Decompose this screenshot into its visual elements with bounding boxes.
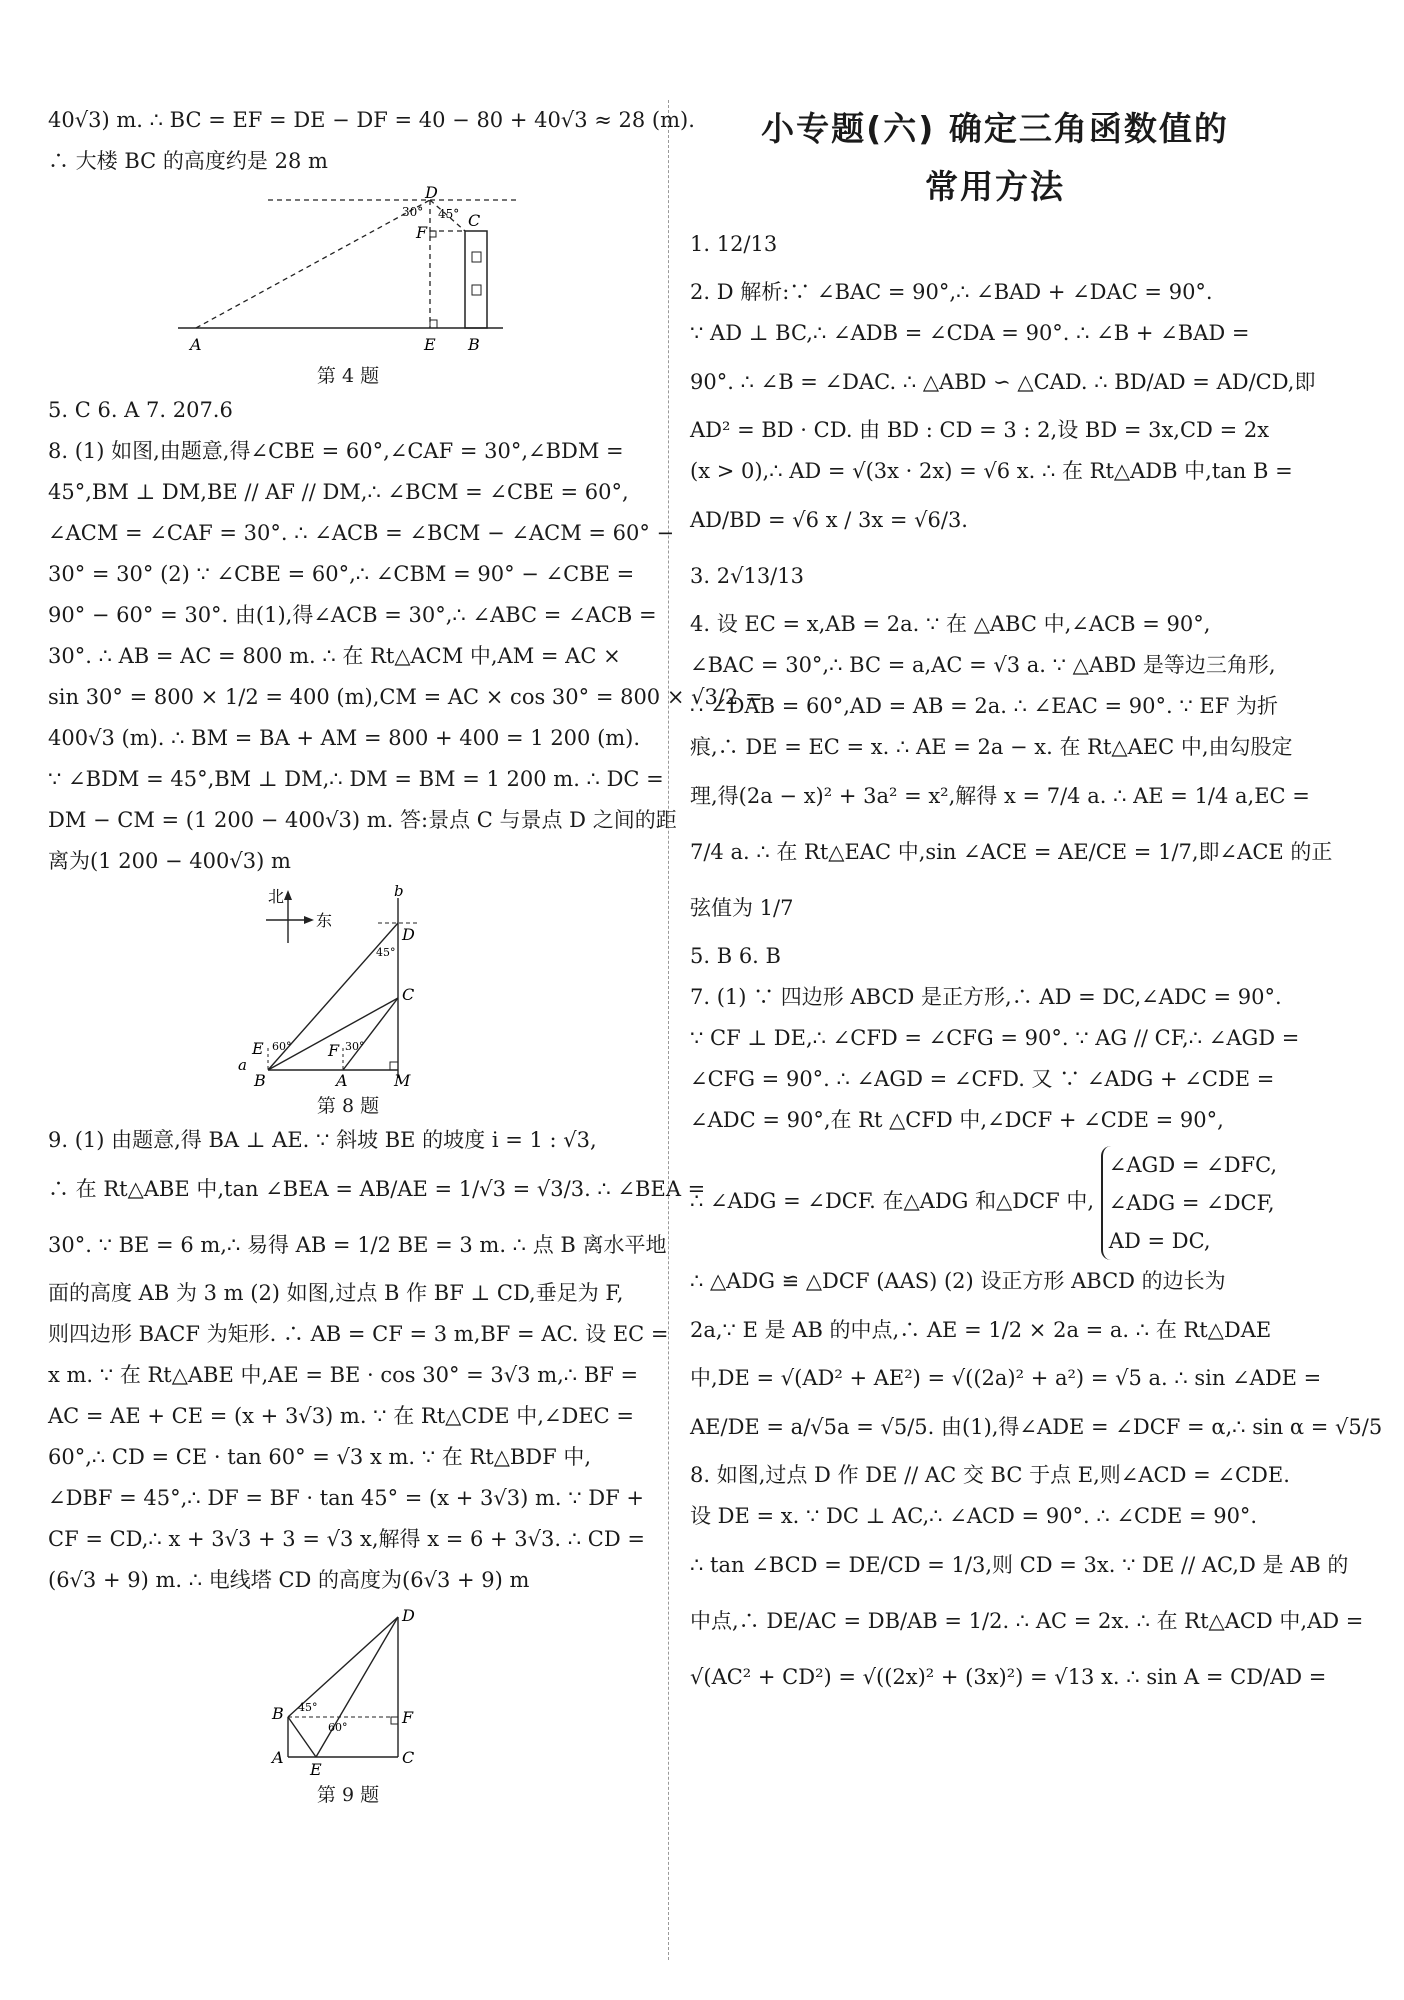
q9-line-4: 面的高度 AB 为 3 m (2) 如图,过点 B 作 BF ⊥ CD,垂足为 F, — [48, 1281, 624, 1305]
r-q7-line-2: ∵ CF ⊥ DE,∴ ∠CFD = ∠CFG = 90°. ∵ AG // CF,∴ ∠AGD = — [690, 1026, 1300, 1050]
section-title-line-2: 常用方法 — [925, 167, 1065, 206]
q9-line-9: ∠DBF = 45°,∴ DF = BF · tan 45° = (x + 3√3) m. ∵ DF + — [48, 1486, 644, 1510]
q8-line-7: sin 30° = 800 × 1/2 = 400 (m),CM = AC × cos 30° = 800 × √3/2 = — [48, 685, 763, 709]
fig9-label-C: C — [402, 1748, 415, 1767]
r-q7-brace-3: AD = DC, — [1108, 1228, 1211, 1253]
r-q2-line-4: AD² = BD · CD. 由 BD : CD = 3 : 2,设 BD = 3x,CD = 2x — [690, 418, 1270, 442]
right-column — [690, 100, 1383, 1705]
fig8-label-E: E — [252, 1039, 264, 1058]
q8-line-2: 45°,BM ⊥ DM,BE // AF // DM,∴ ∠BCM = ∠CBE = 60°, — [48, 480, 629, 504]
r-q8-line-2: 设 DE = x. ∵ DC ⊥ AC,∴ ∠ACD = 90°. ∴ ∠CDE = 90°. — [690, 1504, 1258, 1528]
q8-line-9: ∵ ∠BDM = 45°,BM ⊥ DM,∴ DM = BM = 1 200 m. ∴ DC = — [48, 767, 664, 791]
r-q8-line-1: 8. 如图,过点 D 作 DE // AC 交 BC 于点 E,则∠ACD = ∠CDE. — [690, 1463, 1290, 1487]
fig8-label-east: 东 — [316, 911, 333, 930]
fig4-caption: 第 4 题 — [316, 365, 380, 387]
fig8-label-30: 30° — [345, 1040, 365, 1053]
q8-line-3: ∠ACM = ∠CAF = 30°. ∴ ∠ACB = ∠BCM − ∠ACM = 60° − — [48, 521, 675, 545]
fig4-label-45: 45° — [438, 207, 460, 221]
r-q7-line-3: ∠CFG = 90°. ∴ ∠AGD = ∠CFD. 又 ∵ ∠ADG + ∠CDE = — [690, 1067, 1275, 1091]
q8-line-8: 400√3 (m). ∴ BM = BA + AM = 800 + 400 = 1 200 (m). — [48, 726, 641, 750]
fig8-label-a: a — [238, 1056, 247, 1074]
q9-line-2: ∴ 在 Rt△ABE 中,tan ∠BEA = AB/AE = 1/√3 = √3/3. ∴ ∠BEA = — [48, 1177, 706, 1201]
fig8-label-45: 45° — [376, 946, 396, 959]
q9-line-7: AC = AE + CE = (x + 3√3) m. ∵ 在 Rt△CDE 中,∠DEC = — [48, 1404, 634, 1428]
q9-line-5: 则四边形 BACF 为矩形. ∴ AB = CF = 3 m,BF = AC. 设 EC = — [48, 1322, 669, 1346]
fig9-label-D: D — [402, 1606, 415, 1625]
column-divider — [668, 100, 669, 1960]
fig9-label-60: 60° — [328, 1721, 348, 1734]
q9-line-11: (6√3 + 9) m. ∴ 电线塔 CD 的高度为(6√3 + 9) m — [48, 1568, 530, 1592]
r-q2-line-3: 90°. ∴ ∠B = ∠DAC. ∴ △ABD ∽ △CAD. ∴ BD/AD = AD/CD,即 — [690, 370, 1316, 394]
fig4-label-B: B — [468, 335, 480, 354]
fig8-label-F: F — [328, 1041, 340, 1060]
fig4-label-C: C — [468, 211, 481, 230]
r-q2-line-1: 2. D 解析:∵ ∠BAC = 90°,∴ ∠BAD + ∠DAC = 90°. — [690, 280, 1213, 304]
fig8-label-A: A — [336, 1071, 348, 1090]
r-q4-line-3: ∴ ∠DAB = 60°,AD = AB = 2a. ∴ ∠EAC = 90°. ∵ EF 为折 — [690, 694, 1278, 718]
r-q2-line-6: AD/BD = √6 x / 3x = √6/3. — [690, 508, 968, 532]
q8-line-6: 30°. ∴ AB = AC = 800 m. ∴ 在 Rt△ACM 中,AM = AC × — [48, 644, 621, 668]
r-q4-line-6: 7/4 a. ∴ 在 Rt△EAC 中,sin ∠ACE = AE/CE = 1/7,即∠ACE 的正 — [690, 840, 1333, 864]
q8-line-5: 90° − 60° = 30°. 由(1),得∠ACB = 30°,∴ ∠ABC = ∠ACB = — [48, 603, 657, 627]
r-q7-line-5 — [690, 1141, 1300, 1261]
r-q7-line-7: 2a,∵ E 是 AB 的中点,∴ AE = 1/2 × 2a = a. ∴ 在 Rt△DAE — [690, 1318, 1272, 1342]
r-q4-line-1: 4. 设 EC = x,AB = 2a. ∵ 在 △ABC 中,∠ACB = 90°, — [690, 612, 1211, 636]
q4-line-1: 40√3) m. ∴ BC = EF = DE − DF = 40 − 80 + 40√3 ≈ 28 (m). — [48, 108, 695, 132]
r-q4-line-5: 理,得(2a − x)² + 3a² = x²,解得 x = 7/4 a. ∴ AE = 1/4 a,EC = — [690, 784, 1310, 808]
fig9-label-F: F — [402, 1708, 414, 1727]
q4-line-2: ∴ 大楼 BC 的高度约是 28 m — [48, 149, 328, 173]
fig4-label-E: E — [424, 335, 436, 354]
fig9-label-45: 45° — [298, 1701, 318, 1714]
r-q7-brace-system — [1101, 1146, 1277, 1260]
r-q5-6-answers: 5. B 6. B — [690, 944, 781, 968]
r-q8-line-5: √(AC² + CD²) = √((2x)² + (3x)²) = √13 x. ∴ sin A = CD/AD = — [690, 1665, 1327, 1689]
fig8-label-B: B — [254, 1071, 266, 1090]
fig9-label-B: B — [272, 1704, 284, 1723]
q8-line-1: 8. (1) 如图,由题意,得∠CBE = 60°,∠CAF = 30°,∠BDM = — [48, 439, 624, 463]
r-q7-line-4: ∠ADC = 90°,在 Rt △CFD 中,∠DCF + ∠CDE = 90°, — [690, 1108, 1224, 1132]
q9-line-1: 9. (1) 由题意,得 BA ⊥ AE. ∵ 斜坡 BE 的坡度 i = 1 : √3, — [48, 1128, 597, 1152]
r-q4-line-2: ∠BAC = 30°,∴ BC = a,AC = √3 a. ∵ △ABD 是等边三角形, — [690, 653, 1276, 677]
q9-line-8: 60°,∴ CD = CE · tan 60° = √3 x m. ∵ 在 Rt△BDF 中, — [48, 1445, 592, 1469]
r-q4-line-4: 痕,∴ DE = EC = x. ∴ AE = 2a − x. 在 Rt△AEC 中,由勾股定 — [690, 735, 1293, 759]
fig8-caption: 第 8 题 — [316, 1095, 380, 1117]
fig4-label-A: A — [190, 335, 202, 354]
figure-8 — [238, 882, 458, 1090]
r-q7-brace-1: ∠AGD = ∠DFC, — [1108, 1152, 1278, 1177]
r-q1: 1. 12/13 — [690, 232, 778, 256]
q5-7-answers: 5. C 6. A 7. 207.6 — [48, 398, 233, 422]
r-q2-line-5: (x > 0),∴ AD = √(3x · 2x) = √6 x. ∴ 在 Rt△ADB 中,tan B = — [690, 459, 1293, 483]
fig4-label-F: F — [416, 223, 428, 242]
fig8-label-north: 北 — [268, 887, 285, 906]
fig8-label-60: 60° — [272, 1040, 292, 1053]
fig8-label-M: M — [394, 1071, 411, 1090]
q9-line-3: 30°. ∵ BE = 6 m,∴ 易得 AB = 1/2 BE = 3 m. ∴ 点 B 离水平地 — [48, 1233, 667, 1257]
r-q7-line-8: 中,DE = √(AD² + AE²) = √((2a)² + a²) = √5 a. ∴ sin ∠ADE = — [690, 1366, 1322, 1390]
r-q7-line-6: ∴ △ADG ≌ △DCF (AAS) (2) 设正方形 ABCD 的边长为 — [690, 1269, 1226, 1293]
r-q8-line-4: 中点,∴ DE/AC = DB/AB = 1/2. ∴ AC = 2x. ∴ 在 Rt△ACD 中,AD = — [690, 1609, 1364, 1633]
fig4-label-30: 30° — [402, 205, 424, 219]
fig8-label-b: b — [394, 882, 404, 900]
q8-line-4: 30° = 30° (2) ∵ ∠CBE = 60°,∴ ∠CBM = 90° − ∠CBE = — [48, 562, 635, 586]
fig9-label-A: A — [272, 1748, 284, 1767]
r-q4-line-7: 弦值为 1/7 — [690, 896, 794, 920]
r-q7-line-1: 7. (1) ∵ 四边形 ABCD 是正方形,∴ AD = DC,∠ADC = 90°. — [690, 985, 1282, 1009]
section-title-line-1: 小专题(六) 确定三角函数值的 — [761, 109, 1229, 148]
fig8-label-D: D — [402, 925, 415, 944]
r-q7-line-9: AE/DE = a/√5a = √5/5. 由(1),得∠ADE = ∠DCF = α,∴ sin α = √5/5 — [690, 1415, 1383, 1439]
r-q7-line-5-text: ∴ ∠ADG = ∠DCF. 在△ADG 和△DCF 中, — [690, 1189, 1095, 1213]
r-q8-line-3: ∴ tan ∠BCD = DE/CD = 1/3,则 CD = 3x. ∵ DE // AC,D 是 AB 的 — [690, 1553, 1349, 1577]
figure-4 — [168, 183, 528, 358]
r-q7-brace-2: ∠ADG = ∠DCF, — [1108, 1190, 1275, 1215]
fig9-label-E: E — [310, 1760, 322, 1779]
r-q3: 3. 2√13/13 — [690, 564, 804, 588]
r-q2-line-2: ∵ AD ⊥ BC,∴ ∠ADB = ∠CDA = 90°. ∴ ∠B + ∠BAD = — [690, 321, 1250, 345]
q9-line-10: CF = CD,∴ x + 3√3 + 3 = √3 x,解得 x = 6 + 3√3. ∴ CD = — [48, 1527, 645, 1551]
figure-9 — [248, 1607, 448, 1777]
fig8-label-C: C — [402, 985, 415, 1004]
fig4-label-D: D — [425, 183, 438, 202]
q9-line-6: x m. ∵ 在 Rt△ABE 中,AE = BE · cos 30° = 3√3 m,∴ BF = — [48, 1363, 639, 1387]
q8-line-10: DM − CM = (1 200 − 400√3) m. 答:景点 C 与景点 D 之间的距 — [48, 808, 677, 832]
q8-line-11: 离为(1 200 − 400√3) m — [48, 849, 291, 873]
fig9-caption: 第 9 题 — [316, 1784, 380, 1806]
